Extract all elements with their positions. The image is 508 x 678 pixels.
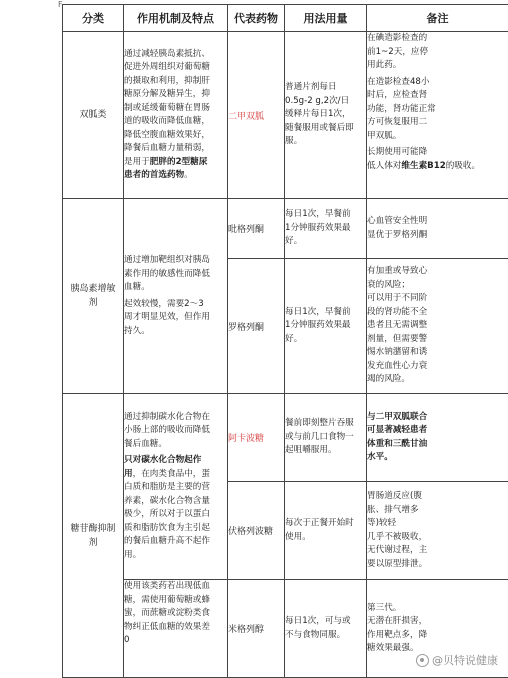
category-label: 胰岛素增敏: [70, 284, 116, 294]
mechanism-line: 蜜，而蔗糖或淀粉类食: [124, 608, 210, 618]
notes-line: 前1~2天，应停: [367, 46, 429, 57]
notes-line: 在造影检查48小: [367, 76, 430, 87]
notes-line: 要以原型排泄。: [367, 558, 428, 569]
dosage-miglitol: [285, 580, 367, 678]
mechanism-line: 通过减轻胰岛素抵抗、: [124, 48, 210, 59]
mechanism-line: 素作用的敏感性而降低: [124, 268, 210, 279]
category-biguanide: [63, 32, 124, 199]
header-notes: 备注: [367, 5, 508, 32]
notes-acarbose: [367, 394, 508, 482]
category-glucosidase: [63, 394, 124, 678]
notes-line: 几乎不被吸收，: [367, 531, 428, 542]
category-label: 糖苷酶抑制: [70, 523, 116, 534]
text-plain: 。: [184, 170, 193, 180]
text-plain: ，在肉类食品中，蛋: [132, 468, 210, 479]
notes-line: 等)较轻: [367, 518, 397, 528]
header-drug: 代表药物: [228, 5, 285, 32]
mechanism-line: 小肠上部的吸收而降低: [124, 425, 210, 436]
mechanism-glucosidase: [124, 394, 228, 580]
category-label: 剂: [88, 298, 98, 308]
mechanism-sensitizer: [124, 199, 228, 394]
notes-line: [367, 160, 508, 174]
notes-line: 方可恢复服用二: [367, 117, 428, 127]
dosage-line: 缓释片每日1次，: [285, 109, 351, 120]
text-bold: 患者的首选药物: [124, 170, 185, 180]
mechanism-line: [124, 156, 227, 170]
category-sensitizer: [63, 199, 124, 394]
dosage-line: 每次于正餐开始时: [285, 518, 354, 528]
notes-line: 在碘造影检查的: [367, 33, 428, 43]
notes-voglibose: [367, 482, 508, 580]
dosage-line: 或与前几口食物一: [285, 431, 354, 442]
mechanism-line: 的餐后血糖升高不起作: [124, 536, 210, 547]
text-bold: 维生素B12: [401, 160, 446, 171]
drug-acarbose: 阿卡波糖: [228, 394, 285, 482]
notes-line: 糖效果最强。: [367, 643, 419, 653]
text-bold: 用: [124, 468, 133, 479]
dosage-line: 好。: [285, 333, 303, 344]
dosage-line: 使用。: [285, 531, 311, 542]
notes-line: 作用靶点多，降: [367, 629, 428, 640]
dosage-line: 0.5g-2 g,2次/日: [285, 95, 350, 106]
notes-line: 发充血性心力衰: [367, 360, 428, 371]
dosage-metformin: [285, 32, 367, 199]
mechanism-line: 的摄取和利用，抑制肝: [124, 75, 210, 86]
category-label: 剂: [88, 537, 98, 548]
notes-line: 竭的风险。: [367, 374, 410, 385]
text-plain: 是用于: [124, 156, 150, 167]
dosage-line: 普通片剂每日: [285, 82, 337, 93]
mechanism-line: 道的吸收而降低血糖，: [124, 116, 210, 126]
mechanism-line: 促进外周组织对葡萄糖: [124, 62, 210, 72]
dosage-line: 不与食物同服。: [285, 629, 346, 640]
notes-line: 心血管安全性明: [367, 216, 428, 226]
notes-line: 可以用于不同阶: [367, 293, 428, 304]
mechanism-line: [124, 468, 227, 482]
mechanism-line: 0: [124, 635, 130, 645]
dosage-acarbose: [285, 394, 367, 482]
mechanism-glucosidase-hypoglycemia: [124, 580, 228, 678]
notes-line: 第三代。: [367, 602, 402, 613]
dosage-line: 每日1次，可与或: [285, 616, 351, 626]
mechanism-line: 糖，需使用葡萄糖或蜂: [124, 594, 210, 605]
table-row: [63, 32, 508, 199]
mechanism-line: 降低空腹血糖效果好，: [124, 129, 210, 140]
mechanism-line: 养素，碳水化合物含量: [124, 495, 210, 506]
watermark-text: @贝特说健康: [432, 654, 498, 667]
header-mechanism: 作用机制及特点: [124, 5, 228, 32]
mechanism-line: 降餐后血糖力量稍弱，: [124, 143, 210, 153]
mechanism-line: 血糖。: [124, 282, 150, 292]
dosage-rosiglitazone: [285, 259, 367, 394]
notes-line: 时后，应检查肾: [367, 90, 428, 100]
notes-line: 水平。: [367, 452, 393, 462]
notes-line: 无潜在肝损害，: [367, 616, 428, 626]
mechanism-line: 餐后血糖。: [124, 438, 167, 449]
notes-line: 可显著减轻患者: [367, 425, 428, 435]
mechanism-line: 糖原分解及糖异生，抑: [124, 89, 210, 99]
watermark-logo-icon: [416, 654, 429, 667]
text-bold: 肥胖的2型糖尿: [149, 156, 208, 167]
mechanism-line: 只对碳水化合物起作: [124, 455, 202, 466]
notes-line: 胃肠道反应(腹: [367, 491, 422, 501]
mechanism-line: 制或延缓葡萄糖在胃肠: [124, 102, 210, 113]
mechanism-biguanide: [124, 32, 228, 199]
mechanism-line: [124, 169, 227, 183]
dosage-line: 起咀嚼服用。: [285, 445, 337, 456]
mechanism-line: 物纠正低血糖的效果差: [124, 621, 210, 632]
mechanism-line: 起效较慢，需要2～3: [124, 298, 204, 309]
dosage-line: 每日1次，早餐前: [285, 306, 351, 317]
dosage-line: 服。: [285, 136, 303, 147]
notes-line: 段的肾功能不全: [367, 306, 428, 317]
header-dosage: 用法用量: [285, 5, 367, 32]
mechanism-line: 白质和脂肪是主要的营: [124, 482, 210, 493]
notes-line: 无代谢过程，主: [367, 545, 428, 555]
category-label: 双胍类: [79, 110, 107, 120]
dosage-voglibose: [285, 482, 367, 580]
drug-rosiglitazone: 罗格列酮: [228, 259, 285, 394]
notes-metformin: [367, 32, 508, 199]
mechanism-line: 质和脂肪饮食为主引起: [124, 522, 210, 533]
notes-line: 有加重或导致心: [367, 266, 428, 277]
header-category: 分类: [63, 5, 124, 32]
mechanism-line: 通过抑制碳水化合物在: [124, 411, 210, 422]
corner-mark: F: [58, 0, 63, 9]
notes-line: 患者且无需调整: [367, 320, 428, 331]
drug-voglibose: 伏格列波糖: [228, 482, 285, 580]
mechanism-line: 周才明显见效，但作用: [124, 312, 210, 322]
dosage-line: 餐前即刻整片吞服: [285, 418, 354, 429]
watermark: [416, 652, 498, 668]
medication-table: [62, 4, 508, 678]
mechanism-line: 极少，所以对于以蛋白: [124, 509, 210, 520]
notes-line: 衰的风险；: [367, 279, 410, 290]
drug-pioglitazone: 吡格列酮: [228, 199, 285, 259]
table-header-row: [63, 5, 508, 32]
notes-pioglitazone: [367, 199, 508, 259]
mechanism-line: 通过增加靶组织对胰岛: [124, 255, 210, 265]
table-row: [63, 199, 508, 259]
notes-rosiglitazone: [367, 259, 508, 394]
text-plain: 的吸收。: [445, 160, 481, 171]
text-plain: 低人体对: [367, 160, 402, 171]
dosage-line: 1分钟服药效果最: [285, 222, 351, 233]
notes-line: 与二甲双胍联合: [367, 411, 428, 422]
mechanism-line: 持久。: [124, 325, 150, 336]
notes-line: 胀、排气增多: [367, 504, 419, 515]
notes-line: 长期使用可能降: [367, 147, 428, 157]
notes-line: 剂量，但需要警: [367, 333, 428, 344]
drug-metformin: 二甲双胍: [228, 32, 285, 199]
notes-line: 甲双胍。: [367, 130, 402, 141]
table-row: [63, 394, 508, 482]
notes-line: 用此药。: [367, 60, 402, 70]
notes-line: 惕水钠潴留和诱: [367, 347, 428, 358]
notes-line: 功能，肾功能正常: [367, 103, 436, 114]
dosage-pioglitazone: [285, 199, 367, 259]
notes-line: 体重和三酰甘油: [367, 438, 428, 449]
mechanism-line: 用。: [124, 549, 142, 560]
dosage-line: 好。: [285, 236, 303, 247]
notes-line: 显优于罗格列酮: [367, 229, 428, 240]
dosage-line: 随餐服用或餐后即: [285, 122, 354, 133]
drug-miglitol: 米格列醇: [228, 580, 285, 678]
dosage-line: 每日1次，早餐前: [285, 209, 351, 220]
mechanism-line: 使用该类药若出现低血: [124, 581, 210, 591]
dosage-line: 1分钟服药效果最: [285, 320, 351, 331]
